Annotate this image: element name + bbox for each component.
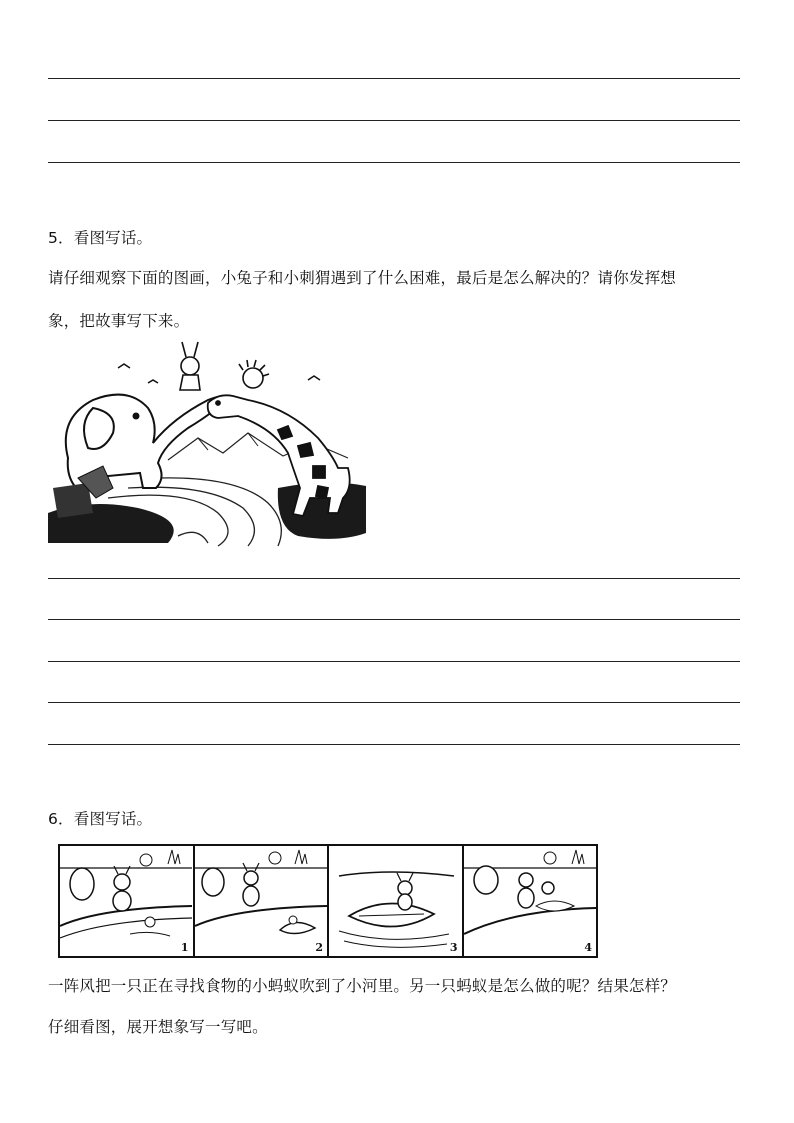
panel-number: 3 [449,941,458,954]
comic-panel [195,846,330,956]
q6-prompt-line-1: 一阵风把一只正在寻找食物的小蚂蚁吹到了小河里。另一只蚂蚁是怎么做的呢？结果怎样？ [48,977,677,995]
hedgehog-icon [239,360,269,388]
ant-comic-strip [58,844,598,958]
panel-number: 1 [180,941,189,954]
q5-prompt-line-2: 象，把故事写下来。 [48,312,190,330]
panel-number: 2 [315,941,323,954]
answer-line [48,661,740,662]
answer-line [48,78,740,79]
q5-prompt-line-1: 请仔细观察下面的图画，小兔子和小刺猬遇到了什么困难，最后是怎么解决的？请你发挥想 [48,269,677,287]
comic-panel [464,846,597,956]
panel-number: 4 [584,941,592,954]
q6-heading: 6．看图写话。 [48,810,153,828]
q6-prompt-line-2: 仔细看图，展开想象写一写吧。 [48,1018,268,1036]
answer-line [48,162,740,163]
answer-line [48,744,740,745]
answer-line [48,578,740,579]
elephant-giraffe-illustration [48,338,366,548]
answer-line [48,120,740,121]
rabbit-icon [180,342,200,390]
comic-panel [329,846,464,956]
answer-line [48,702,740,703]
q5-heading: 5．看图写话。 [48,229,153,247]
comic-panel [60,846,195,956]
answer-line [48,619,740,620]
